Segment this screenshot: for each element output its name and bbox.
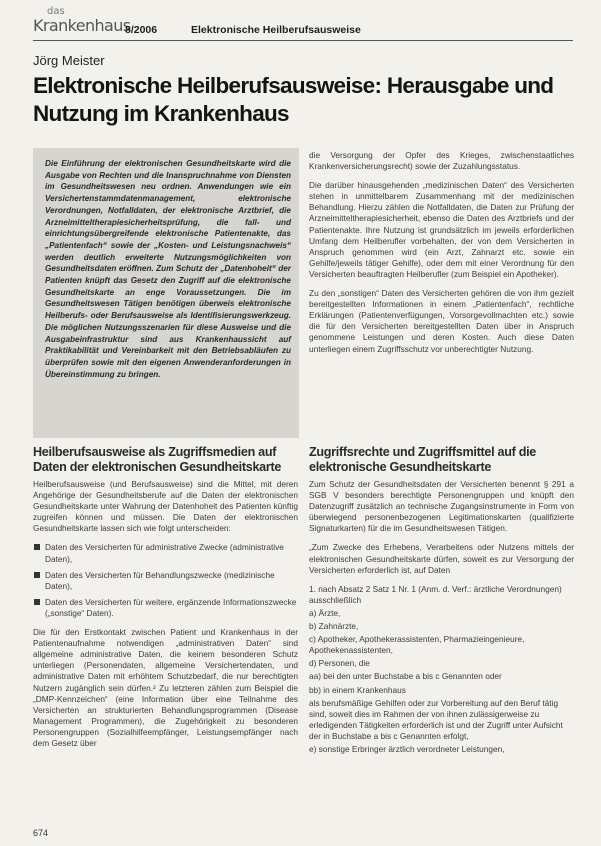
issue-number: 8/2006 bbox=[125, 24, 158, 36]
list-item: bb) in einem Krankenhaus bbox=[309, 684, 406, 695]
logo-krankenhaus: Krankenhaus bbox=[33, 16, 131, 35]
list-item: e) sonstige Erbringer ärztlich verordneter Leistungen, bbox=[309, 743, 505, 754]
logo-das: das bbox=[47, 6, 65, 17]
article-title: Elektronische Heilberufsausweise: Herausgabe und Nutzung im Krankenhaus bbox=[33, 73, 554, 126]
section-heading: Zugriffsrechte und Zugriffsmittel auf die elektronische Gesundheitskarte bbox=[309, 445, 536, 474]
bullet-item bbox=[33, 542, 298, 564]
bullet-icon bbox=[34, 599, 40, 605]
bullet-icon bbox=[34, 572, 40, 578]
paragraph: die Versorgung der Opfer des Krieges, zwischenstaatliches Krankenversicherungsrecht) sowie der Zuzahlungsstatus. bbox=[309, 150, 574, 172]
bullet-icon bbox=[34, 544, 40, 550]
header-rule bbox=[33, 40, 573, 41]
bullet-text: Daten des Versicherten für Behandlungszwecke (medizinische Daten), bbox=[45, 569, 275, 591]
list-item: 1. nach Absatz 2 Satz 1 Nr. 1 (Anm. d. Verf.: ärztliche Verordnungen) ausschließlich bbox=[309, 583, 562, 605]
left-column-section bbox=[33, 445, 298, 757]
running-header bbox=[33, 6, 573, 40]
list-item: aa) bei den unter Buchstabe a bis c Genannten oder bbox=[309, 671, 502, 682]
page-number: 674 bbox=[33, 828, 49, 838]
paragraph: Heilberufsausweise (und Berufsausweise) sind die Mittel, mit deren Angehörige der Gesundheitsberufe auf die Daten der elektronischen Gesundheitskarte unter Wahrung der Datenhoheit des Patienten künftig zugreifen können und müssen. Die Daten der elektronischen Gesundheitskarte lassen sich wie folgt unterscheiden: bbox=[33, 479, 298, 534]
author: Jörg Meister bbox=[33, 53, 105, 68]
bullet-text: Daten des Versicherten für administrative Zwecke (administrative Daten), bbox=[45, 542, 284, 564]
abstract-text: Die Einführung der elektronischen Gesundheitskarte wird die Ausgabe von Rechten und die Inanspruchnahme von Diensten im Gesundheitswesen neu ordnen. Anwendungen wie ein Versichertenstammdatenmanagement, elektronische Verordnungen, Notfalldaten, der elektronische Arztbrief, die Arzneimitteltherapiesicherheitsprüfung, die fall- und einrichtungsübergreifende elektronische Patientenakte, das „Patientenfach“ sowie der „Kosten- und Leistungsnachweis“ werden deutlich erweiterte Nutzungsmöglichkeiten von Gesundheitsdaten eröffnen. Zum Schutz der „Datenhoheit“ der Patienten knüpft das Gesetz den Zugriff auf die elektronische Gesundheitskarte an enge Voraussetzungen. Die im Gesundheitswesen Tätigen benötigen überweis elektronische Heilberufs- oder Berufsausweise als Identifisierungswerkzeug. Die möglichen Nutzungsszenarien für diese Ausweise und die Ausgabeinfrastruktur sind aus Krankenhaussicht auf Praktikabilität und Vereinbarkeit mit den Betriebsabläufen zu überprüfen sowie mit den eigenen Anwenderanforderungen in Übereinstimmung zu bringen. bbox=[45, 159, 291, 379]
bullet-item bbox=[33, 570, 298, 592]
abstract-box bbox=[33, 148, 299, 438]
list-item: a) Ärzte, bbox=[309, 607, 341, 618]
list-item: d) Personen, die bbox=[309, 658, 370, 669]
right-column-intro bbox=[309, 150, 574, 363]
list-item: b) Zahnärzte, bbox=[309, 621, 359, 632]
paragraph: Die darüber hinausgehenden „medizinischen Daten“ des Versicherten stehen in unmittelbarem Zusammenhang mit der medizinischen Behandlung. Hierzu zählen die Notfalldaten, die Daten zur Prüfung der Arzneimitteltherapiesicherheit, ebenso die Daten des Arztbriefs und der Patientenakte. Ihre Nutzung ist grundsätzlich im jeweils erforderlichen Umfang dem Heilberufler vorbehalten, der von dem Versicherten in Anspruch genommen wird (ein Arzt, Zahnarzt etc. sowie ein Gehilfe/jeweils tätiger Gehilfe), oder dem mit einer Verordnung für den Versicherten beauftragten Heilberufler (zum Beispiel ein Apotheker). bbox=[309, 180, 574, 279]
journal-logo bbox=[33, 6, 131, 38]
paragraph: Die für den Erstkontakt zwischen Patient und Krankenhaus in der Patientenaufnahme notwendigen „administrativen Daten“ sind allgemeine administrative Daten, die keinem besonderen Schutz unterliegen (Personendaten, allgemeine Versichertendaten, und administrative Daten mit erhöhtem Schutzbedarf, die nur berechtigten Nutzern zugänglich sein dürfen.² Zu letzteren zählen zum Beispiel die „DMP-Kennzeichen“ (eine Information über eine Teilnahme des Versicherten an strukturierten Behandlungsprogrammen (Disease Management Programmen), die Zugehörigkeit zu besonderen Personengruppen (Sozialhilfeempfänger, Leistungsempfänger nach dem Gesetz über bbox=[33, 627, 298, 748]
paragraph: „Zum Zwecke des Erhebens, Verarbeitens oder Nutzens mittels der elektronischen Gesundheitskarte dürfen, soweit es zur Versorgung der Versicherten erforderlich ist, auf Daten bbox=[309, 542, 574, 575]
paragraph: Zu den „sonstigen“ Daten des Versicherten gehören die von ihm gezielt bereitgestellten Informationen in einem „Patientenfach“, rechtliche Erklärungen (Patientenverfügungen, Vorsorgevollmachten etc.) sowie die für den Versicherten bereitgestellten Daten über in Anspruch genommene Leistungen und deren Kosten. Auch diese Daten unterliegen einem Zugriffsschutz vor unberechtigter Nutzung. bbox=[309, 288, 574, 354]
list-item: c) Apotheker, Apothekerassistenten, Pharmazieingenieure, Apothekenassistenten, bbox=[309, 634, 525, 656]
section-name: Elektronische Heilberufsausweise bbox=[191, 24, 361, 36]
list-item: als berufsmäßige Gehilfen oder zur Vorbereitung auf den Beruf tätig sind, soweit dies im Rahmen der von ihnen zulässigerweise zu erledigenden Tätigkeiten erforderlich ist und der Zugriff unter Aufsicht der in Buchstabe a bis c Genannten erfolgt, bbox=[309, 697, 563, 741]
section-heading: Heilberufsausweise als Zugriffsmedien auf Daten der elektronischen Gesundheitskarte bbox=[33, 445, 282, 474]
bullet-text: Daten des Versicherten für weitere, ergänzende Informationszwecke („sonstige“ Daten). bbox=[45, 596, 297, 618]
paragraph: Zum Schutz der Gesundheitsdaten der Versicherten benennt § 291 a SGB V besonders berechtigte Personengruppen und knüpft den Datenzugriff zusätzlich an technische Zugangsinstrumente in Form von überwiegend personenbezogenen Legitimationskarten (qualifizierte Signaturkarten) für die im Gesundheitswesen Tätigen. bbox=[309, 479, 574, 534]
right-column-section bbox=[309, 445, 574, 757]
bullet-item bbox=[33, 597, 298, 619]
